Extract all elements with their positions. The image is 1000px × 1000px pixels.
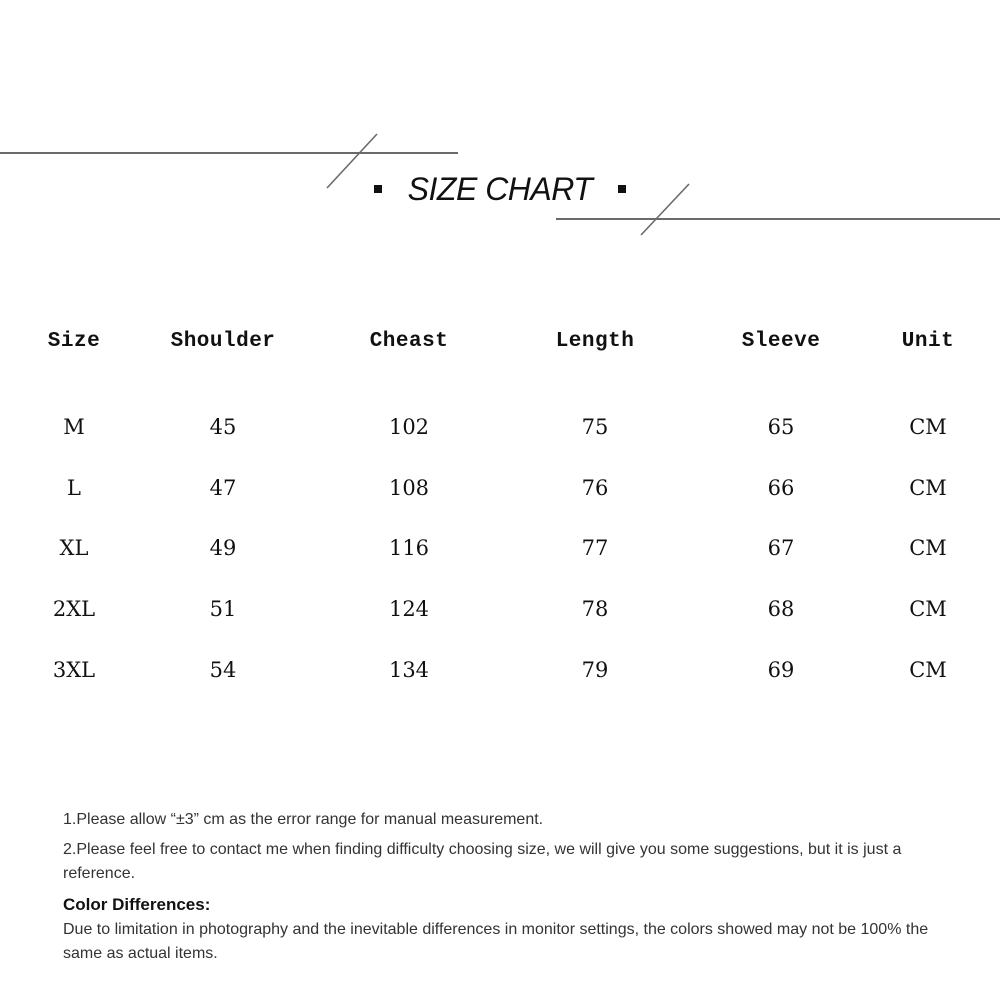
cell-size: 2XL	[52, 597, 96, 621]
cell-sleeve: 65	[767, 415, 795, 439]
cell-chest: 108	[388, 476, 430, 500]
note-contact: 2.Please feel free to contact me when finding difficulty choosing size, we will give you some suggestions, but it is just a reference.	[63, 841, 902, 882]
cell-chest: 116	[388, 536, 430, 560]
cell-length: 78	[581, 597, 609, 621]
cell-shoulder: 47	[209, 476, 237, 500]
cell-length: 77	[581, 536, 609, 560]
cell-sleeve: 66	[767, 476, 795, 500]
cell-unit: CM	[909, 658, 947, 682]
header-chest: Cheast	[369, 330, 449, 353]
cell-sleeve: 69	[767, 658, 795, 682]
header-size: Size	[47, 330, 101, 353]
cell-size: 3XL	[52, 658, 96, 682]
cell-size: M	[63, 415, 85, 439]
cell-chest: 134	[388, 658, 430, 682]
note-measurement: 1.Please allow “±3” cm as the error range for manual measurement.	[63, 811, 544, 828]
cell-size: XL	[59, 536, 89, 560]
title-bar	[0, 166, 1000, 212]
cell-chest: 102	[388, 415, 430, 439]
notes-section	[63, 808, 943, 966]
header-unit: Unit	[901, 330, 955, 353]
cell-unit: CM	[909, 476, 947, 500]
cell-unit: CM	[909, 536, 947, 560]
cell-unit: CM	[909, 597, 947, 621]
cell-shoulder: 54	[209, 658, 237, 682]
cell-shoulder: 49	[209, 536, 237, 560]
cell-shoulder: 45	[209, 415, 237, 439]
cell-shoulder: 51	[209, 597, 237, 621]
color-differences-title: Color Differences:	[63, 895, 211, 914]
cell-length: 75	[581, 415, 609, 439]
cell-length: 76	[581, 476, 609, 500]
cell-unit: CM	[909, 415, 947, 439]
cell-length: 79	[581, 658, 609, 682]
header-sleeve: Sleeve	[741, 330, 821, 353]
title-bullet-right	[618, 185, 626, 193]
cell-chest: 124	[388, 597, 430, 621]
page-title: SIZE CHART	[407, 170, 593, 207]
color-differences-body: Due to limitation in photography and the inevitable differences in monitor settings, the colors showed may not be 100% the same as actual items.	[63, 921, 929, 962]
cell-sleeve: 68	[767, 597, 795, 621]
cell-sleeve: 67	[767, 536, 795, 560]
cell-size: L	[67, 476, 81, 500]
title-decoration	[0, 0, 1000, 260]
title-bullet-left	[374, 185, 382, 193]
header-length: Length	[555, 330, 635, 353]
header-shoulder: Shoulder	[170, 330, 276, 353]
